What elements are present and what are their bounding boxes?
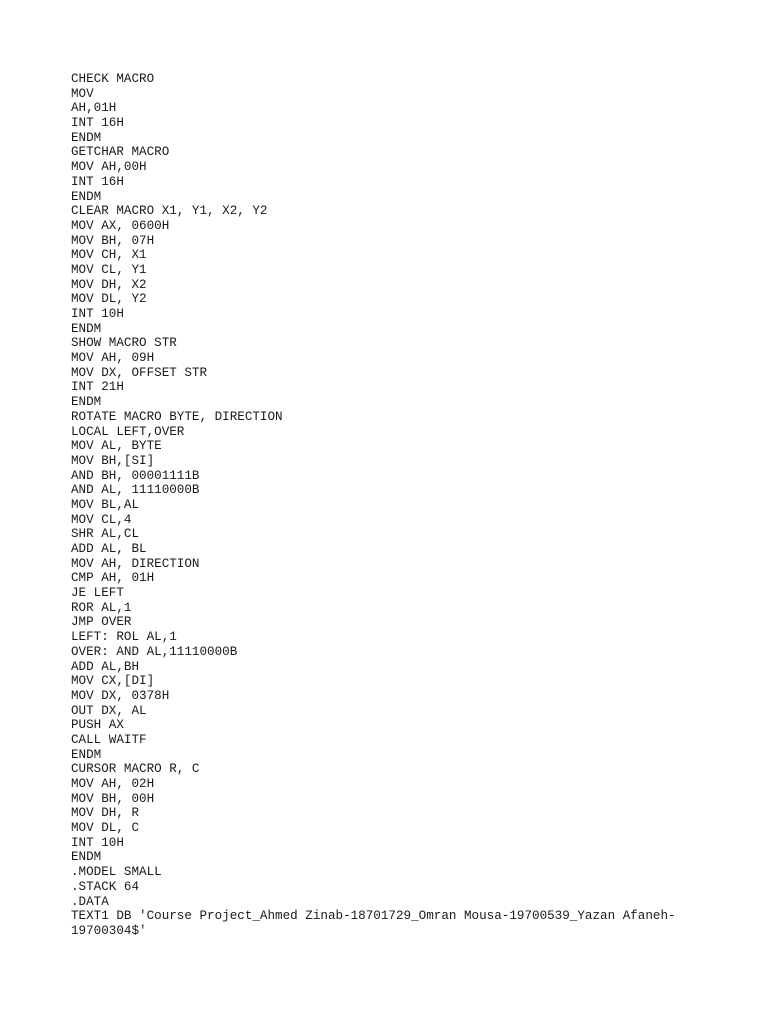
code-line: JE LEFT: [71, 586, 124, 601]
code-line: MOV DL, C: [71, 821, 140, 836]
code-line: ENDM: [71, 130, 102, 145]
code-line: .STACK 64: [71, 879, 140, 894]
code-line: .MODEL SMALL: [71, 865, 162, 880]
code-line: AND AL, 11110000B: [71, 483, 200, 498]
code-line: MOV CL, Y1: [71, 262, 147, 277]
code-line: CLEAR MACRO X1, Y1, X2, Y2: [71, 204, 268, 219]
code-line: OVER: AND AL,11110000B: [71, 644, 238, 659]
code-line: INT 16H: [71, 116, 124, 131]
code-line: MOV DX, OFFSET STR: [71, 365, 208, 380]
code-line: PUSH AX: [71, 718, 124, 733]
code-line: GETCHAR MACRO: [71, 145, 170, 160]
code-line: LEFT: ROL AL,1: [71, 630, 177, 645]
code-line: CMP AH, 01H: [71, 571, 155, 586]
code-line: MOV DL, Y2: [71, 292, 147, 307]
code-line: ENDM: [71, 321, 102, 336]
code-line: CALL WAITF: [71, 732, 147, 747]
code-line: ROTATE MACRO BYTE, DIRECTION: [71, 409, 283, 424]
code-line: OUT DX, AL: [71, 703, 147, 718]
code-listing: [71, 72, 731, 939]
code-line: MOV DH, R: [71, 806, 140, 821]
code-line: SHOW MACRO STR: [71, 336, 177, 351]
code-line: AH,01H: [71, 101, 117, 116]
code-line: MOV AH, 09H: [71, 351, 155, 366]
code-line: MOV BH,[SI]: [71, 453, 155, 468]
code-line: MOV CH, X1: [71, 248, 147, 263]
code-line: MOV AH, DIRECTION: [71, 556, 200, 571]
code-line: SHR AL,CL: [71, 527, 140, 542]
code-line: INT 21H: [71, 380, 124, 395]
code-line: MOV BL,AL: [71, 497, 140, 512]
code-line: MOV DH, X2: [71, 277, 147, 292]
code-line: CHECK MACRO: [71, 72, 155, 86]
code-line: .DATA: [71, 894, 109, 909]
code-line: ENDM: [71, 850, 102, 865]
code-line: LOCAL LEFT,OVER: [71, 424, 185, 439]
code-line: AND BH, 00001111B: [71, 468, 200, 483]
code-line: MOV CL,4: [71, 512, 132, 527]
code-line: ENDM: [71, 189, 102, 204]
code-line: MOV BH, 07H: [71, 233, 155, 248]
code-line: MOV BH, 00H: [71, 791, 155, 806]
code-line: MOV AH,00H: [71, 160, 147, 175]
code-line: JMP OVER: [71, 615, 132, 630]
code-line: 19700304$': [71, 923, 147, 938]
code-line: ROR AL,1: [71, 600, 132, 615]
code-line: MOV AH, 02H: [71, 777, 155, 791]
code-line: INT 10H: [71, 307, 124, 321]
code-line: TEXT1 DB 'Course Project_Ahmed Zinab-18701729_Omran Mousa-19700539_Yazan Afaneh-: [71, 909, 676, 924]
code-line: CURSOR MACRO R, C: [71, 762, 200, 777]
code-line: ENDM: [71, 747, 102, 762]
code-line: INT 10H: [71, 835, 124, 850]
code-line: MOV DX, 0378H: [71, 688, 170, 703]
code-line: MOV CX,[DI]: [71, 674, 155, 689]
code-line: INT 16H: [71, 174, 124, 189]
code-line: ADD AL, BL: [71, 542, 147, 556]
code-line: MOV AL, BYTE: [71, 439, 162, 454]
code-line: MOV AX, 0600H: [71, 218, 170, 233]
code-line: ADD AL,BH: [71, 659, 140, 674]
code-line: ENDM: [71, 395, 102, 410]
code-line: MOV: [71, 86, 94, 101]
